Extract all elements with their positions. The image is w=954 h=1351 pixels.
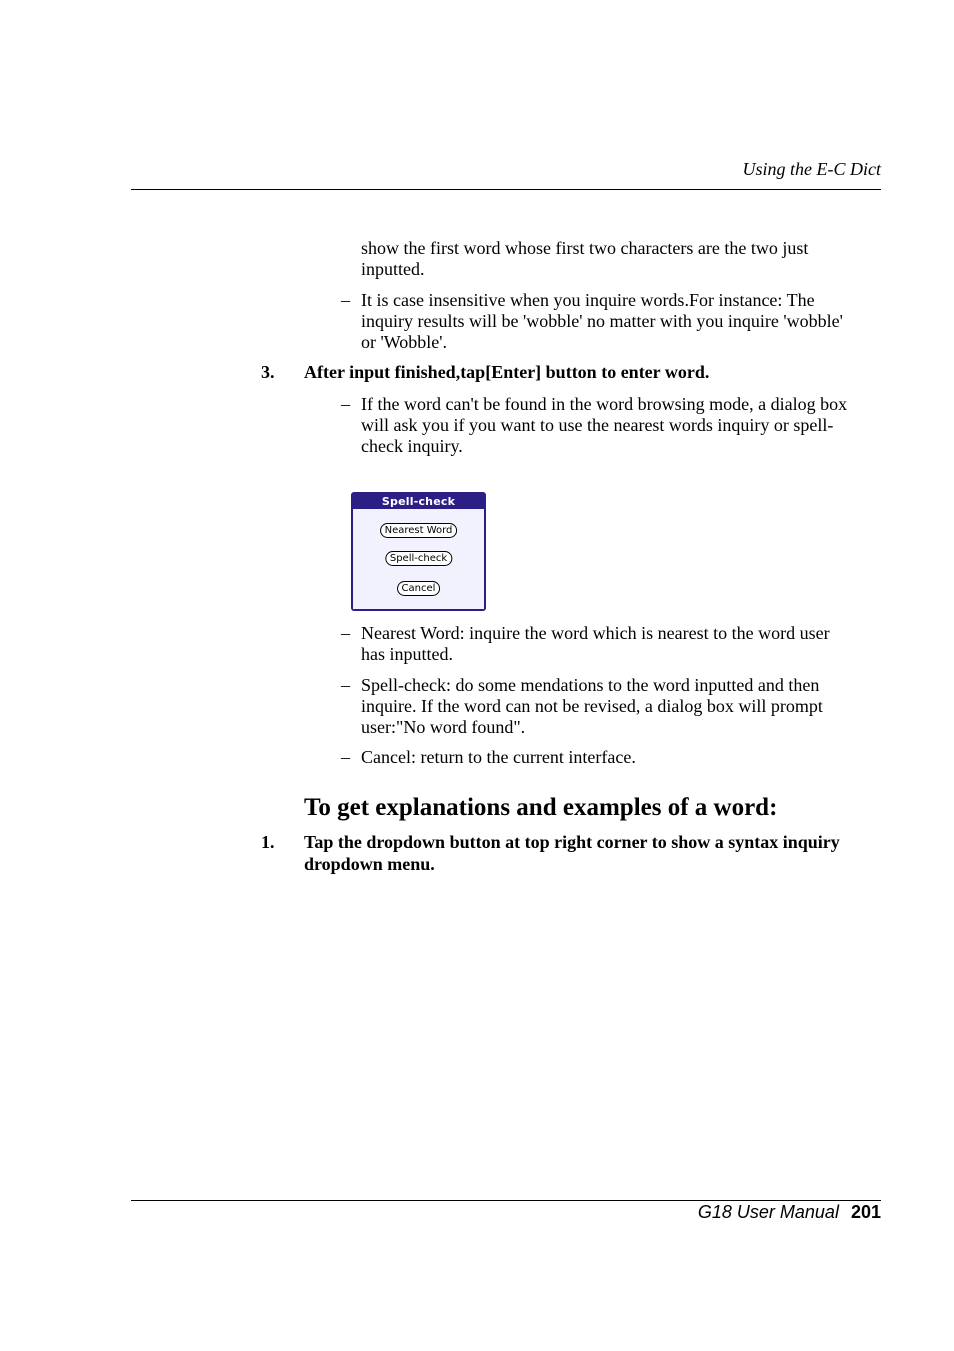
step-number: 3. xyxy=(261,362,275,382)
page-footer xyxy=(698,1202,881,1223)
spell-check-dialog xyxy=(351,492,486,611)
step3-note: If the word can't be found in the word browsing mode, a dialog box will ask you if you want to use the nearest words inquiry or spell-check inquiry. xyxy=(361,394,848,456)
bullet-dash: – xyxy=(341,290,350,310)
running-header: Using the E-C Dict xyxy=(742,159,881,179)
dialog-title: Spell-check xyxy=(353,494,484,509)
step-number: 1. xyxy=(261,832,275,852)
bullet-dash: – xyxy=(341,394,350,414)
intro-paragraph: show the first word whose first two characters are the two just inputted. xyxy=(361,238,809,279)
cancel-button[interactable]: Cancel xyxy=(397,581,441,596)
footer-rule xyxy=(131,1200,881,1201)
option-nearest-word: Nearest Word: inquire the word which is nearest to the word user has inputted. xyxy=(361,623,830,664)
bullet-dash: – xyxy=(341,675,350,695)
bullet-dash: – xyxy=(341,623,350,643)
step-text: Tap the dropdown button at top right corner to show a syntax inquiry dropdown menu. xyxy=(304,832,840,874)
option-spell-check: Spell-check: do some mendations to the word inputted and then inquire. If the word can not be revised, a dialog box will prompt user:"No word found". xyxy=(361,675,823,737)
case-note: It is case insensitive when you inquire words.For instance: The inquiry results will be 'wobble' no matter with you inquire 'wobble' or 'Wobble'. xyxy=(361,290,843,352)
header-rule xyxy=(131,189,881,190)
section-heading: To get explanations and examples of a word: xyxy=(304,794,778,821)
page-number: 201 xyxy=(850,1202,881,1222)
option-cancel: Cancel: return to the current interface. xyxy=(361,747,636,767)
nearest-word-button[interactable]: Nearest Word xyxy=(380,523,458,538)
manual-name: G18 User Manual xyxy=(697,1202,839,1222)
spell-check-button[interactable]: Spell-check xyxy=(385,551,452,566)
step-text: After input finished,tap[Enter] button to enter word. xyxy=(304,362,710,382)
bullet-dash: – xyxy=(341,747,350,767)
dialog-body xyxy=(353,509,484,609)
